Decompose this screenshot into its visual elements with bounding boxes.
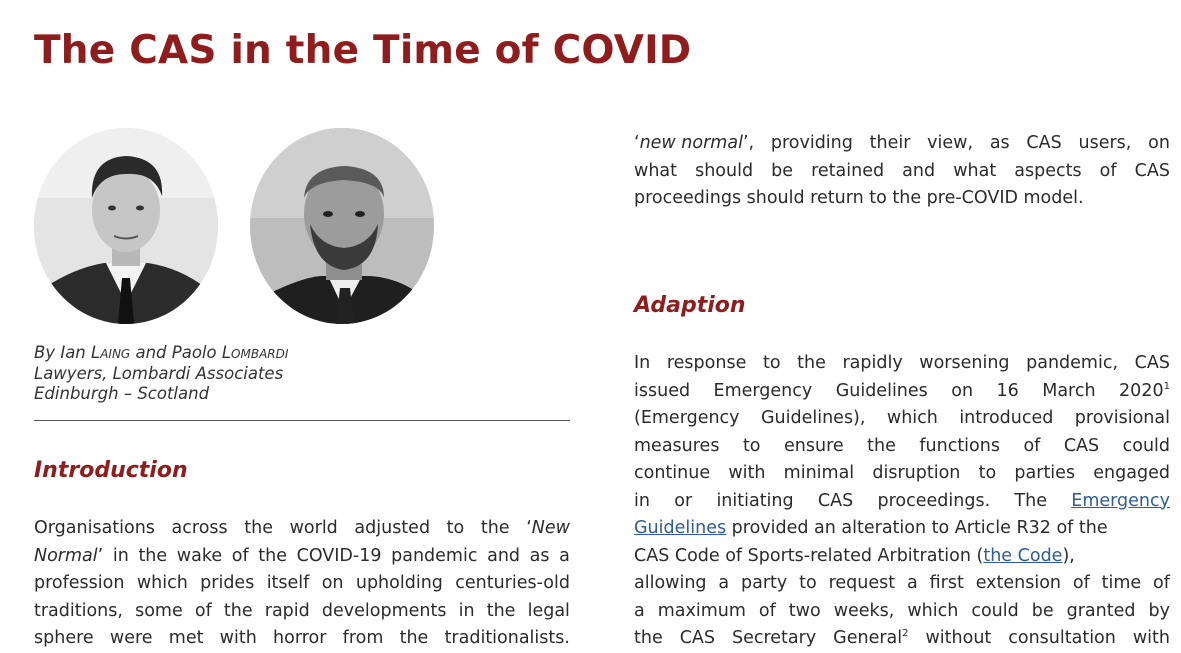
word: traditionalists. <box>444 628 570 648</box>
adaption-line-1 <box>634 350 1170 378</box>
heading-introduction: Introduction <box>34 458 188 483</box>
adaption-line-10 <box>634 598 1170 626</box>
footnote-2[interactable]: 2 <box>902 628 909 639</box>
word: to <box>799 573 817 593</box>
word: CAS <box>1134 353 1170 373</box>
word: engaged <box>1093 463 1170 483</box>
word: centuries-old <box>455 573 570 593</box>
word: issued <box>634 380 691 401</box>
word: their <box>869 133 911 153</box>
word: legal <box>527 600 570 621</box>
adaption-line-11 <box>634 625 1170 653</box>
emergency-guidelines-link-part2[interactable]: Guidelines <box>634 518 727 538</box>
word: wake <box>176 545 223 566</box>
article-title: The CAS in the Time of COVID <box>34 28 692 73</box>
word: CAS <box>1063 435 1100 456</box>
word: disruption <box>872 463 961 483</box>
author-photo-paolo-lombardi <box>250 128 434 324</box>
word: parties <box>1014 463 1076 483</box>
word: The <box>1014 490 1047 511</box>
word: what <box>634 160 677 181</box>
author-photo-ian-laing <box>34 128 218 324</box>
word: on <box>1148 133 1170 153</box>
introduction-line <box>34 598 570 626</box>
word: Secretary <box>731 628 817 648</box>
word: response <box>666 353 747 373</box>
word: world <box>289 518 338 538</box>
word: what <box>953 160 997 181</box>
introduction-line <box>34 543 570 571</box>
word: of <box>194 600 212 621</box>
word: CAS <box>817 490 854 511</box>
word: minimal <box>783 463 855 483</box>
word: pandemic, <box>1026 353 1119 373</box>
word: extension <box>975 573 1061 593</box>
word: proceedings. <box>877 490 991 511</box>
word: introduced <box>959 408 1054 428</box>
author-location: Edinburgh – Scotland <box>34 384 210 403</box>
word: a <box>718 573 730 593</box>
adaption-line-9 <box>634 570 1170 598</box>
word: which <box>907 600 959 621</box>
word: continue <box>634 463 711 483</box>
word: in <box>634 490 650 511</box>
word: the <box>486 600 516 621</box>
word: consultation <box>1008 628 1116 648</box>
word: be <box>1031 600 1054 621</box>
word: the <box>399 628 429 648</box>
word: allowing <box>634 573 707 593</box>
adaption-line-2 <box>634 378 1170 406</box>
word: measures <box>634 435 720 456</box>
word: traditions, <box>34 600 123 621</box>
word: first <box>929 573 964 593</box>
word: March <box>1042 380 1096 401</box>
adaption-line-7: Guidelines provided an alteration to Article R32 of the <box>634 515 1170 543</box>
word: rapid <box>264 600 310 621</box>
word: of <box>1099 160 1117 181</box>
word: be <box>771 160 794 181</box>
word: CAS <box>1026 133 1062 153</box>
word: sphere <box>34 628 94 648</box>
word: on <box>321 573 344 593</box>
adaption-line-4 <box>634 433 1170 461</box>
author-role: Lawyers, Lombardi Associates <box>34 363 284 383</box>
word: or <box>674 490 693 511</box>
heading-adaption: Adaption <box>634 293 746 318</box>
word: to <box>978 463 997 483</box>
word: as <box>529 545 550 566</box>
word: the <box>223 600 253 621</box>
word: request <box>828 573 896 593</box>
emergency-guidelines-link[interactable]: Emergency <box>1071 490 1170 511</box>
word: a <box>559 545 570 566</box>
introduction-line <box>34 625 570 653</box>
word: rapidly <box>842 353 903 373</box>
word: which <box>136 573 188 593</box>
word: Normal’ <box>34 545 104 566</box>
word: and <box>902 160 936 181</box>
word: granted <box>1066 600 1136 621</box>
word: without <box>925 628 992 648</box>
word: itself <box>266 573 310 593</box>
introduction-paragraph <box>34 515 570 653</box>
word: party <box>741 573 788 593</box>
word: some <box>135 600 183 621</box>
word: could <box>971 600 1019 621</box>
continued-paragraph <box>634 130 1170 213</box>
word: in <box>112 545 129 566</box>
word: with <box>1132 628 1170 648</box>
word: the <box>138 545 168 566</box>
word: provisional <box>1074 408 1170 428</box>
word: should <box>695 160 754 181</box>
the-code-link[interactable]: the Code <box>983 545 1063 566</box>
adaption-line-5 <box>634 460 1170 488</box>
continued-line-3: proceedings should return to the pre-COVID model. <box>634 188 1084 208</box>
word: met <box>168 628 204 648</box>
word: adjusted <box>354 518 431 538</box>
continued-line-1 <box>634 130 1170 158</box>
word: with <box>728 463 766 483</box>
portrait-1-icon <box>34 128 218 324</box>
word: the <box>634 628 663 648</box>
word: of <box>1072 573 1090 593</box>
word: on <box>951 380 974 401</box>
word: Guidelines), <box>760 408 866 428</box>
word: were <box>109 628 153 648</box>
word: of <box>758 600 776 621</box>
word: from <box>342 628 384 648</box>
word: time <box>1101 573 1142 593</box>
word: view, <box>927 133 974 153</box>
word: the <box>480 518 510 538</box>
word: across <box>171 518 228 538</box>
adaption-paragraph <box>634 350 1170 653</box>
word: (Emergency <box>634 408 740 428</box>
word: General$^2$ <box>833 628 909 648</box>
word: In <box>634 353 651 373</box>
word: profession <box>34 573 125 593</box>
word: weeks, <box>833 600 895 621</box>
section-divider <box>34 420 570 421</box>
adaption-line-3 <box>634 405 1170 433</box>
word: horror <box>273 628 327 648</box>
word: aspects <box>1014 160 1082 181</box>
word: initiating <box>716 490 794 511</box>
word: of <box>1153 573 1170 593</box>
word: the <box>797 353 826 373</box>
word: retained <box>811 160 885 181</box>
word: ‘new normal’, <box>634 133 755 153</box>
word: developments <box>321 600 447 621</box>
word: Emergency <box>713 380 813 401</box>
footnote-1[interactable]: 1 <box>1163 380 1170 392</box>
author-byline <box>34 343 288 405</box>
introduction-line <box>34 570 570 598</box>
word: 16 <box>996 380 1019 401</box>
word: maximum <box>657 600 746 621</box>
word: worsening <box>919 353 1010 373</box>
introduction-line <box>34 515 570 543</box>
word: ‘New <box>526 518 570 538</box>
adaption-line-6 <box>634 488 1170 516</box>
word: 2020$^1$ <box>1119 380 1170 401</box>
continued-line-2 <box>634 158 1170 186</box>
word: to <box>742 435 761 456</box>
word: and <box>487 545 521 566</box>
word: ensure <box>784 435 844 456</box>
word: to <box>446 518 465 538</box>
word: pandemic <box>391 545 478 566</box>
word: a <box>907 573 918 593</box>
word: with <box>219 628 257 648</box>
word: Organisations <box>34 518 155 538</box>
word: a <box>634 600 645 621</box>
author-names: By Ian Laing and Paolo Lombardi <box>34 343 289 362</box>
word: functions <box>919 435 1000 456</box>
word: of <box>1023 435 1041 456</box>
word: COVID-19 <box>296 545 382 566</box>
word: the <box>867 435 896 456</box>
word: two <box>788 600 821 621</box>
word: prides <box>200 573 255 593</box>
adaption-line-8: CAS Code of Sports-related Arbitration ( the Code ), <box>634 543 1170 571</box>
word: of <box>231 545 249 566</box>
word: by <box>1148 600 1170 621</box>
word: CAS <box>679 628 716 648</box>
word: the <box>258 545 287 566</box>
word: CAS <box>1134 160 1170 181</box>
word: which <box>886 408 938 428</box>
word: could <box>1122 435 1170 456</box>
word: the <box>244 518 273 538</box>
word: users, <box>1078 133 1132 153</box>
word: Guidelines <box>835 380 928 401</box>
word: upholding <box>355 573 443 593</box>
word: in <box>458 600 475 621</box>
word: to <box>762 353 781 373</box>
word: as <box>989 133 1010 153</box>
portrait-2-icon <box>250 128 434 324</box>
word: providing <box>770 133 853 153</box>
